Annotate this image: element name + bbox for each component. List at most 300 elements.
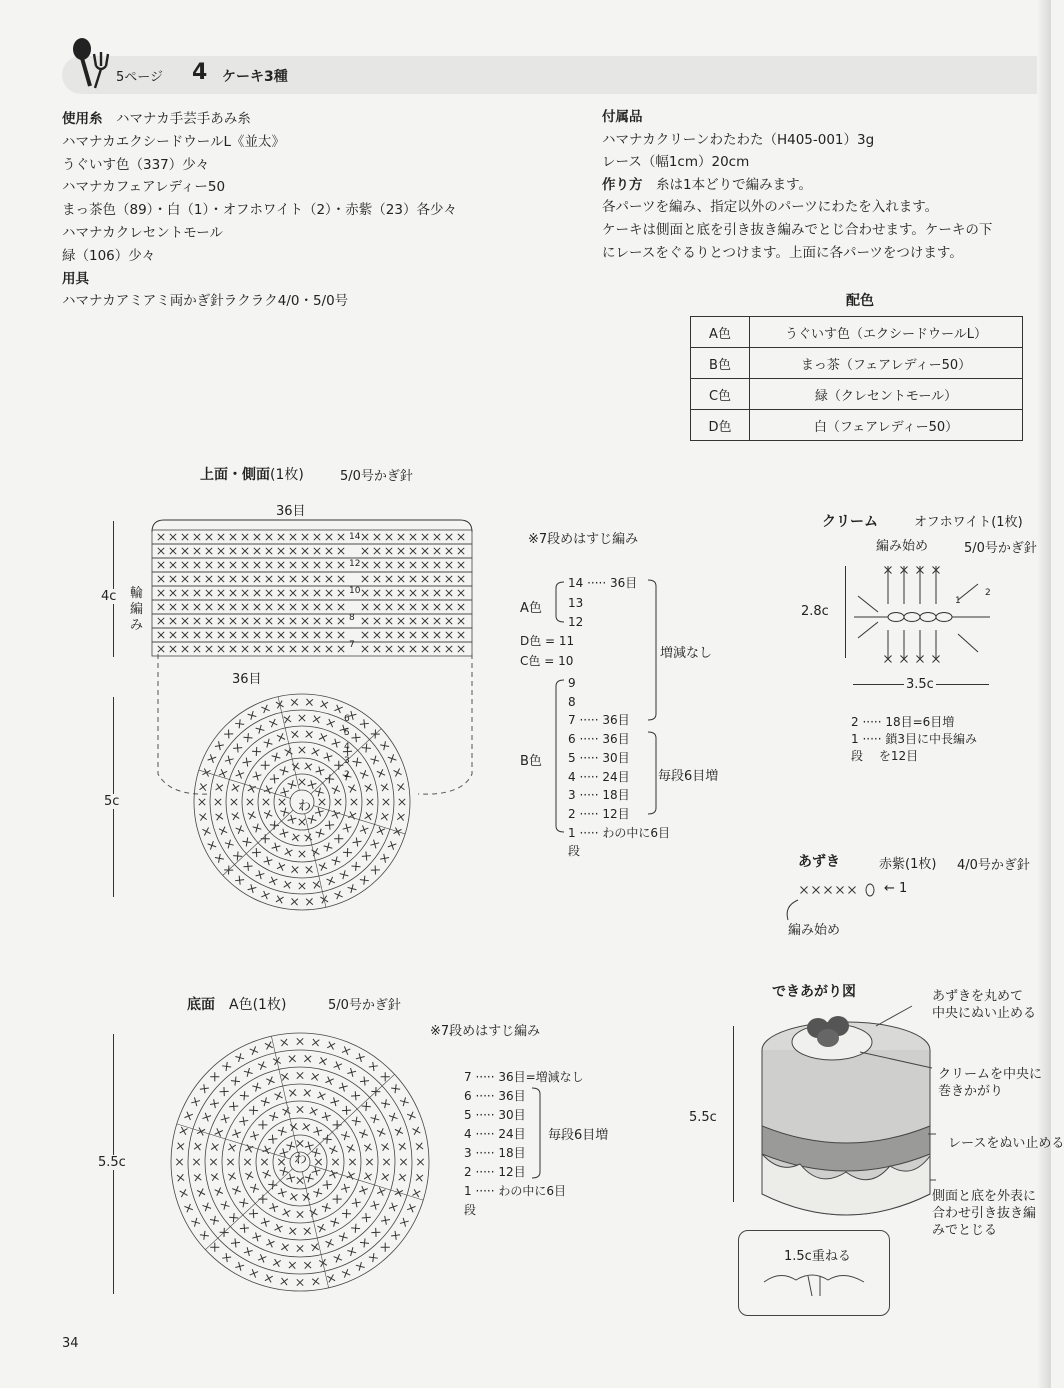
single-crochet-mark	[386, 534, 392, 540]
single-crochet-mark	[446, 548, 452, 554]
single-crochet-mark	[191, 1218, 200, 1227]
single-crochet-mark	[306, 866, 313, 873]
single-crochet-mark	[362, 548, 368, 554]
single-crochet-mark	[248, 711, 257, 720]
single-crochet-mark	[215, 1187, 223, 1195]
accessory-1: ハマナカクリーンわたわた（H405-001）3g	[602, 131, 875, 148]
single-crochet-mark	[158, 576, 164, 582]
single-crochet-mark	[286, 1174, 295, 1183]
finished-title: できあがり図	[772, 984, 856, 1000]
single-crochet-mark	[371, 1228, 380, 1237]
single-crochet-mark	[215, 1128, 223, 1136]
single-crochet-mark	[310, 1107, 318, 1115]
single-crochet-mark	[218, 618, 224, 624]
single-crochet-mark	[297, 1279, 303, 1285]
single-crochet-mark	[297, 1072, 303, 1078]
single-crochet-mark	[278, 646, 284, 652]
single-crochet-mark	[381, 1173, 388, 1180]
single-crochet-mark	[338, 632, 344, 638]
single-crochet-mark	[258, 1254, 266, 1262]
single-crochet-mark	[314, 618, 320, 624]
single-crochet-mark	[446, 618, 452, 624]
single-crochet-mark	[360, 876, 369, 885]
azuki-start: 編み始め	[788, 923, 841, 938]
single-crochet-mark	[170, 534, 176, 540]
single-crochet-mark	[225, 840, 234, 849]
single-crochet-mark	[348, 884, 357, 893]
single-crochet-mark	[338, 548, 344, 554]
color-b-label: B色	[520, 754, 542, 769]
single-crochet-mark	[170, 562, 176, 568]
single-crochet-mark	[302, 646, 308, 652]
single-crochet-mark	[219, 769, 227, 777]
single-crochet-mark	[236, 770, 244, 778]
single-crochet-mark	[252, 1083, 261, 1092]
single-crochet-mark	[297, 1211, 303, 1217]
single-crochet-mark	[304, 1262, 311, 1269]
single-crochet-mark	[280, 829, 289, 838]
single-crochet-mark	[230, 534, 236, 540]
single-crochet-mark	[325, 1239, 333, 1247]
single-crochet-mark	[289, 1262, 296, 1269]
single-crochet-mark	[377, 1128, 385, 1136]
single-crochet-mark	[342, 1106, 351, 1115]
single-crochet-mark	[291, 898, 298, 905]
single-crochet-mark	[269, 1112, 278, 1121]
single-crochet-mark	[352, 1198, 361, 1207]
azuki-start-arrow	[776, 896, 806, 926]
single-crochet-mark	[351, 1091, 360, 1100]
single-crochet-mark	[290, 534, 296, 540]
single-crochet-mark	[250, 1184, 259, 1193]
single-crochet-mark	[374, 534, 380, 540]
single-crochet-mark	[412, 1189, 420, 1197]
single-crochet-mark	[360, 719, 369, 728]
single-crochet-mark	[288, 815, 297, 824]
single-crochet-mark	[193, 1159, 199, 1165]
single-crochet-mark	[398, 548, 404, 554]
single-crochet-mark	[326, 604, 332, 610]
single-crochet-mark	[182, 576, 188, 582]
single-crochet-mark	[302, 534, 308, 540]
single-crochet-mark	[228, 1173, 236, 1181]
single-crochet-mark	[369, 1253, 378, 1262]
single-crochet-mark	[158, 632, 164, 638]
accessories-label: 付属品	[602, 109, 643, 125]
single-crochet-mark	[342, 1269, 350, 1277]
overlap-drawing	[760, 1262, 870, 1302]
single-crochet-mark	[386, 604, 392, 610]
single-crochet-mark	[170, 590, 176, 596]
single-crochet-mark	[304, 1055, 311, 1062]
single-crochet-mark	[278, 548, 284, 554]
single-crochet-mark	[849, 887, 856, 894]
single-crochet-mark	[299, 715, 305, 721]
single-crochet-mark	[362, 576, 368, 582]
single-crochet-mark	[278, 1188, 287, 1197]
header-band	[62, 56, 1051, 94]
single-crochet-mark	[254, 618, 260, 624]
single-crochet-mark	[801, 887, 808, 894]
yarn-line-3: うぐいす色（337）少々	[62, 156, 210, 173]
single-crochet-mark	[314, 576, 320, 582]
bottom-increase: 毎段6目増	[548, 1128, 609, 1143]
single-crochet-mark	[410, 590, 416, 596]
single-crochet-mark	[289, 1228, 296, 1235]
single-crochet-mark	[410, 604, 416, 610]
single-crochet-mark	[218, 646, 224, 652]
method-line-2: 各パーツを編み、指定以外のパーツにわたを入れます。	[602, 199, 939, 216]
single-crochet-mark	[225, 756, 234, 765]
single-crochet-mark	[182, 562, 188, 568]
single-crochet-mark	[305, 763, 312, 770]
single-crochet-mark	[215, 741, 224, 750]
single-crochet-mark	[218, 576, 224, 582]
single-crochet-mark	[227, 1159, 233, 1165]
single-crochet-mark	[412, 1127, 420, 1135]
single-crochet-mark	[332, 857, 341, 866]
single-crochet-mark	[290, 576, 296, 582]
single-crochet-mark	[422, 576, 428, 582]
pattern-number: 4	[192, 60, 208, 85]
single-crochet-mark	[422, 562, 428, 568]
single-crochet-mark	[248, 884, 257, 893]
single-crochet-mark	[254, 562, 260, 568]
single-crochet-mark	[235, 1262, 244, 1271]
single-crochet-mark	[233, 851, 242, 860]
single-crochet-mark	[233, 743, 242, 752]
single-crochet-mark	[264, 857, 273, 866]
single-crochet-mark	[266, 1239, 274, 1247]
single-crochet-mark	[394, 769, 402, 777]
single-crochet-mark	[351, 799, 357, 805]
single-crochet-mark	[299, 851, 305, 857]
single-crochet-mark	[356, 1053, 365, 1062]
color-row-a: A色 うぐいす色（エクシードウールL）	[691, 317, 1023, 348]
cream-chart	[848, 560, 998, 670]
single-crochet-mark	[400, 1097, 409, 1106]
single-crochet-mark	[194, 618, 200, 624]
color-table	[690, 316, 1023, 441]
single-crochet-mark	[311, 1073, 318, 1080]
single-crochet-mark	[434, 618, 440, 624]
single-crochet-mark	[340, 870, 349, 879]
single-crochet-mark	[216, 784, 223, 791]
single-crochet-mark	[231, 1238, 240, 1247]
single-crochet-mark	[208, 841, 217, 850]
single-crochet-mark	[274, 1224, 282, 1232]
single-crochet-mark	[326, 618, 332, 624]
single-crochet-mark	[249, 1106, 258, 1115]
finished-note-lace: レースをぬい止める	[948, 1136, 1064, 1151]
single-crochet-mark	[458, 534, 464, 540]
single-crochet-mark	[206, 618, 212, 624]
single-crochet-mark	[232, 1186, 240, 1194]
single-crochet-mark	[319, 1057, 327, 1065]
single-crochet-mark	[327, 1274, 335, 1282]
single-crochet-mark	[261, 1218, 270, 1227]
single-crochet-mark	[254, 548, 260, 554]
top-side-hook: 5/0号かぎ針	[340, 469, 413, 484]
single-crochet-mark	[231, 1077, 240, 1086]
single-crochet-mark	[297, 1106, 303, 1112]
yarn-line-7: 緑（106）少々	[62, 247, 156, 264]
single-crochet-mark	[281, 1073, 288, 1080]
single-crochet-mark	[230, 548, 236, 554]
single-crochet-mark	[422, 548, 428, 554]
single-crochet-mark	[291, 731, 298, 738]
single-crochet-mark	[343, 824, 352, 833]
single-crochet-mark	[290, 632, 296, 638]
single-crochet-mark	[244, 1159, 250, 1165]
cream-height-label: 2.8c	[801, 604, 829, 619]
side-row-marks: 14 12 10 8 7	[349, 532, 361, 650]
single-crochet-mark	[362, 743, 371, 752]
single-crochet-mark	[170, 632, 176, 638]
single-crochet-mark	[837, 887, 844, 894]
single-crochet-mark	[202, 1113, 211, 1122]
single-crochet-mark	[381, 1143, 388, 1150]
single-crochet-mark	[211, 1173, 218, 1180]
single-crochet-mark	[398, 534, 404, 540]
single-crochet-mark	[813, 887, 820, 894]
single-crochet-mark	[369, 1062, 378, 1071]
single-crochet-mark	[347, 1247, 356, 1256]
cream-height-dim	[845, 566, 846, 658]
single-crochet-mark	[215, 854, 224, 863]
single-crochet-mark	[269, 877, 277, 885]
single-crochet-mark	[407, 1112, 415, 1120]
single-crochet-mark	[334, 705, 342, 713]
single-crochet-mark	[330, 1218, 339, 1227]
single-crochet-mark	[362, 590, 368, 596]
single-crochet-mark	[297, 1177, 303, 1183]
single-crochet-mark	[278, 576, 284, 582]
single-crochet-mark	[232, 812, 240, 820]
top-side-title: 上面・側面(1枚)	[200, 467, 304, 483]
single-crochet-mark	[434, 562, 440, 568]
single-crochet-mark	[364, 1144, 372, 1152]
single-crochet-mark	[268, 1180, 277, 1189]
single-crochet-mark	[339, 1233, 348, 1242]
single-crochet-mark	[323, 1180, 332, 1189]
single-crochet-mark	[264, 810, 272, 818]
single-crochet-mark	[416, 1174, 423, 1181]
single-crochet-mark	[386, 618, 392, 624]
single-crochet-mark	[242, 534, 248, 540]
row-brackets	[548, 576, 668, 838]
single-crochet-mark	[325, 821, 334, 830]
single-crochet-mark	[410, 646, 416, 652]
single-crochet-mark	[313, 716, 320, 723]
materials-block	[62, 108, 457, 313]
single-crochet-mark	[206, 548, 212, 554]
single-crochet-mark	[182, 632, 188, 638]
single-crochet-mark	[242, 632, 248, 638]
single-crochet-mark	[316, 766, 325, 775]
single-crochet-mark	[290, 548, 296, 554]
single-crochet-mark	[322, 1203, 331, 1212]
single-crochet-mark	[391, 1084, 400, 1093]
single-crochet-mark	[254, 604, 260, 610]
single-crochet-mark	[305, 1174, 314, 1183]
single-crochet-mark	[326, 576, 332, 582]
single-crochet-mark	[242, 576, 248, 582]
single-crochet-mark	[231, 799, 237, 805]
single-crochet-mark	[314, 632, 320, 638]
single-crochet-mark	[416, 1143, 423, 1150]
single-crochet-mark	[446, 604, 452, 610]
single-crochet-mark	[256, 725, 265, 734]
single-crochet-mark	[244, 1068, 253, 1077]
single-crochet-mark	[362, 851, 371, 860]
single-crochet-mark	[370, 756, 379, 765]
single-crochet-mark	[230, 646, 236, 652]
single-crochet-mark	[182, 534, 188, 540]
single-crochet-mark	[302, 590, 308, 596]
single-crochet-mark	[194, 562, 200, 568]
ring-label: 輪編み	[130, 586, 144, 633]
cream-color-count: オフホワイト(1枚)	[914, 515, 1023, 530]
finished-note-join: 側面と底を外表に 合わせ引き抜き編 みでとじる	[932, 1189, 1037, 1238]
single-crochet-mark	[180, 1127, 188, 1135]
single-crochet-mark	[313, 881, 320, 888]
single-crochet-mark	[177, 1174, 184, 1181]
single-crochet-mark	[315, 808, 324, 817]
method-line-3: ケーキは側面と底を引き抜き編みでとじ合わせます。ケーキの下	[602, 221, 993, 238]
single-crochet-mark	[235, 719, 244, 728]
single-crochet-mark	[325, 774, 334, 783]
single-crochet-mark	[211, 1143, 218, 1150]
single-crochet-mark	[374, 618, 380, 624]
single-crochet-mark	[239, 1198, 248, 1207]
single-crochet-mark	[391, 1231, 400, 1240]
single-crochet-mark	[252, 848, 261, 857]
single-crochet-mark	[335, 799, 341, 805]
single-crochet-mark	[458, 562, 464, 568]
single-crochet-mark	[194, 1174, 201, 1181]
single-crochet-mark	[266, 590, 272, 596]
single-crochet-mark	[268, 1135, 277, 1144]
azuki-row: ← 1	[884, 881, 908, 896]
single-crochet-mark	[290, 604, 296, 610]
single-crochet-mark	[194, 548, 200, 554]
page-number: 34	[62, 1336, 79, 1351]
single-crochet-mark	[386, 548, 392, 554]
single-crochet-mark	[208, 754, 217, 763]
single-crochet-mark	[206, 632, 212, 638]
single-crochet-mark	[265, 1042, 273, 1050]
single-crochet-mark	[362, 604, 368, 610]
single-crochet-mark	[261, 891, 269, 899]
single-crochet-mark	[434, 646, 440, 652]
single-crochet-mark	[297, 1038, 303, 1044]
single-crochet-mark	[304, 1228, 311, 1235]
single-crochet-mark	[314, 604, 320, 610]
single-crochet-mark	[311, 1243, 318, 1250]
yarn-label: 使用糸	[62, 111, 103, 127]
finished-height-label: 5.5c	[689, 1110, 717, 1125]
single-crochet-mark	[314, 590, 320, 596]
single-crochet-mark	[266, 618, 272, 624]
single-crochet-mark	[383, 799, 389, 805]
single-crochet-mark	[191, 1097, 200, 1106]
single-crochet-mark	[410, 632, 416, 638]
single-crochet-mark	[446, 534, 452, 540]
increase-label: 毎段6目増	[658, 769, 719, 784]
single-crochet-mark	[280, 766, 289, 775]
single-crochet-mark	[362, 632, 368, 638]
single-crochet-mark	[410, 618, 416, 624]
single-crochet-mark	[398, 646, 404, 652]
single-crochet-mark	[254, 590, 260, 596]
single-crochet-mark	[398, 618, 404, 624]
single-crochet-mark	[314, 534, 320, 540]
single-crochet-mark	[266, 646, 272, 652]
single-crochet-mark	[322, 1112, 331, 1121]
color-a-label: A色	[520, 601, 542, 616]
single-crochet-mark	[282, 1209, 290, 1217]
single-crochet-mark	[386, 632, 392, 638]
single-crochet-mark	[278, 632, 284, 638]
pattern-title: ケーキ3種	[222, 69, 288, 85]
single-crochet-mark	[400, 1218, 409, 1227]
single-crochet-mark	[229, 1102, 238, 1111]
single-crochet-mark	[306, 731, 313, 738]
single-crochet-mark	[332, 739, 341, 748]
single-crochet-mark	[194, 632, 200, 638]
single-crochet-mark	[170, 576, 176, 582]
bottom-note: ※7段めはすじ編み	[430, 1024, 541, 1039]
color-row-b: B色 まっ茶（フェアレディー50）	[691, 348, 1023, 379]
cream-mark-1: 1	[955, 596, 961, 606]
single-crochet-mark	[243, 862, 252, 871]
cream-rows: 2 ····· 18目=6目増 1 ····· 鎖3目に中長編み 段 を12目	[851, 715, 977, 763]
single-crochet-mark	[263, 1170, 271, 1178]
single-crochet-mark	[278, 534, 284, 540]
single-crochet-mark	[245, 1172, 253, 1180]
single-crochet-mark	[158, 534, 164, 540]
cream-width-label: 3.5c	[906, 677, 934, 692]
single-crochet-mark	[319, 799, 325, 805]
single-crochet-mark	[218, 604, 224, 610]
single-crochet-mark	[458, 646, 464, 652]
single-crochet-mark	[266, 1077, 274, 1085]
single-crochet-mark	[343, 848, 352, 857]
single-crochet-mark	[313, 1188, 322, 1197]
single-crochet-mark	[285, 848, 293, 856]
single-crochet-mark	[362, 534, 368, 540]
single-crochet-mark	[250, 1269, 258, 1277]
single-crochet-mark	[422, 632, 428, 638]
bottom-circle-center: わ	[294, 1152, 308, 1167]
single-crochet-mark	[230, 576, 236, 582]
single-crochet-mark	[458, 576, 464, 582]
single-crochet-mark	[230, 632, 236, 638]
single-crochet-mark	[348, 785, 356, 793]
single-crochet-mark	[242, 590, 248, 596]
single-crochet-mark	[254, 646, 260, 652]
single-crochet-mark	[243, 837, 252, 846]
single-crochet-mark	[320, 701, 328, 709]
single-crochet-mark	[381, 1099, 390, 1108]
chain-oval	[866, 884, 874, 896]
single-crochet-mark	[319, 733, 327, 741]
single-crochet-mark	[276, 896, 284, 904]
single-crochet-mark	[332, 1159, 338, 1165]
single-crochet-mark	[446, 590, 452, 596]
single-crochet-mark	[334, 1062, 342, 1070]
